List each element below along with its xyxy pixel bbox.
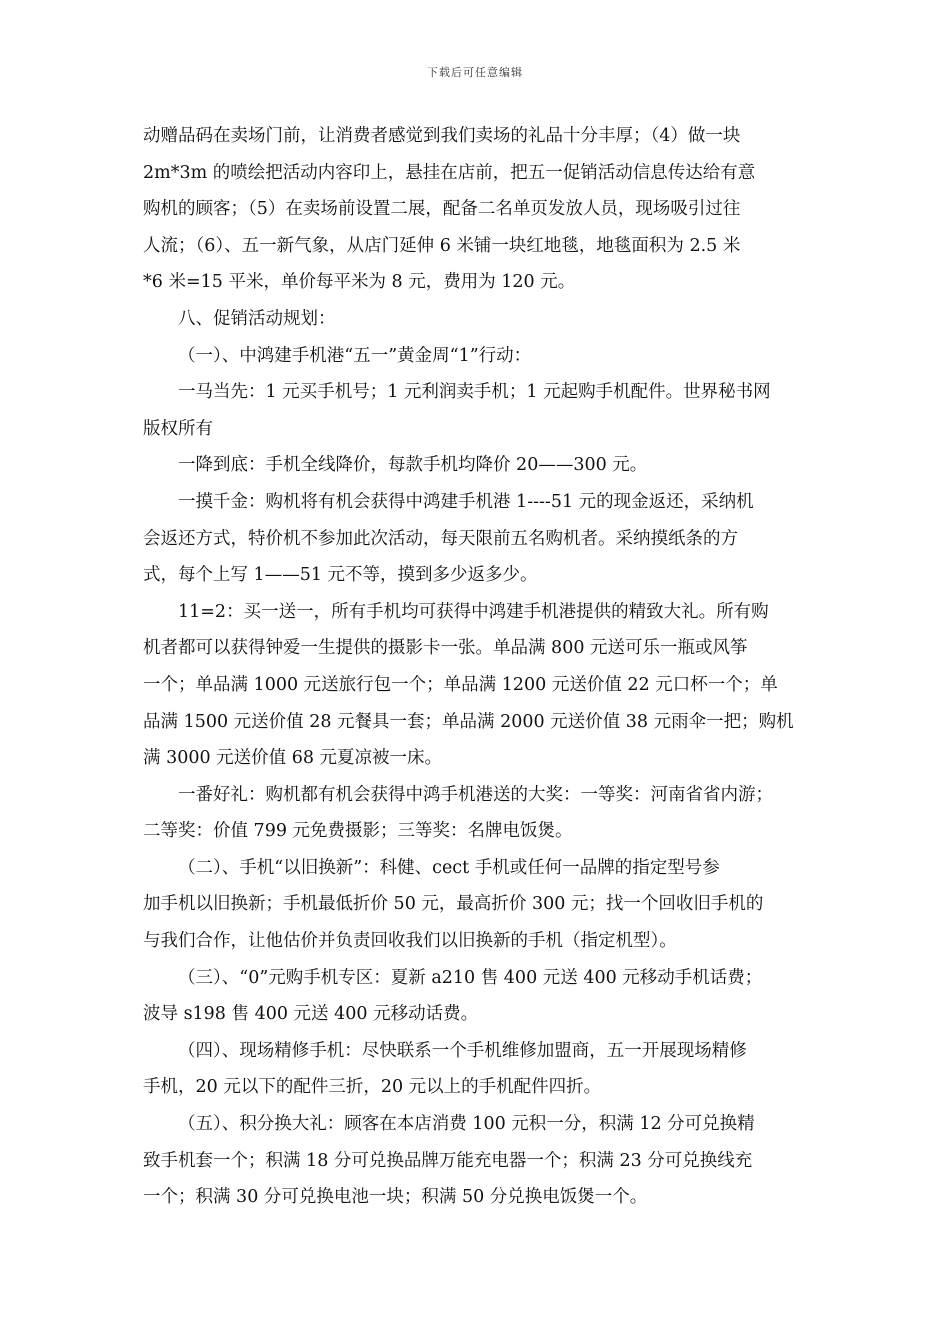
text-line: （四）、现场精修手机：尽快联系一个手机维修加盟商，五一开展现场精修 (178, 1040, 747, 1061)
text-line: （三）、“0”元购手机专区：夏新 a210 售 400 元送 400 元移动手机话费； (178, 967, 763, 988)
text-line: 版权所有 (143, 418, 213, 439)
text-line: 式，每个上写 1——51 元不等，摸到多少返多少。 (143, 565, 538, 586)
page-header: 下载后可任意编辑 (427, 66, 523, 79)
text-line: 会返还方式，特价机不参加此次活动，每天限前五名购机者。采纳摸纸条的方 (143, 528, 738, 549)
text-line: （五）、积分换大礼：顾客在本店消费 100 元积一分，积满 12 分可兑换精 (178, 1114, 755, 1135)
text-line: 致手机套一个；积满 18 分可兑换品牌万能充电器一个；积满 23 分可兑换线充 (143, 1150, 753, 1171)
text-line: 人流；（6）、五一新气象，从店门延伸 6 米铺一块红地毯，地毯面积为 2.5 米 (143, 235, 741, 256)
text-line: （二）、手机“以旧换新”：科健、cect 手机或任何一品牌的指定型号参 (178, 857, 720, 878)
text-line: （一）、中鸿建手机港“五一”黄金周“1”行动： (178, 345, 532, 366)
text-line: 一个；单品满 1000 元送旅行包一个；单品满 1200 元送价值 22 元口杯一个；单 (143, 674, 778, 695)
text-line: 机者都可以获得钟爱一生提供的摄影卡一张。单品满 800 元送可乐一瓶或风筝 (143, 638, 748, 659)
text-line: 八、促销活动规划： (178, 308, 336, 329)
text-line: 一个；积满 30 分可兑换电池一块；积满 50 分兑换电饭煲一个。 (143, 1187, 648, 1208)
text-line: 手机，20 元以下的配件三折，20 元以上的手机配件四折。 (143, 1077, 602, 1098)
text-line: 加手机以旧换新；手机最低折价 50 元，最高折价 300 元；找一个回收旧手机的 (143, 894, 764, 915)
text-line: 满 3000 元送价值 68 元夏凉被一床。 (143, 748, 443, 769)
text-line: 一马当先：1 元买手机号；1 元利润卖手机；1 元起购手机配件。世界秘书网 (178, 382, 771, 403)
text-line: 波导 s198 售 400 元送 400 元移动话费。 (143, 1004, 479, 1025)
text-line: 一番好礼：购机都有机会获得中鸿手机港送的大奖：一等奖：河南省省内游； (178, 784, 773, 805)
text-line: 品满 1500 元送价值 28 元餐具一套；单品满 2000 元送价值 38 元雨伞一把；购机 (143, 711, 794, 732)
text-line: 一降到底：手机全线降价，每款手机均降价 20——300 元。 (178, 455, 648, 476)
document-body (143, 118, 809, 1216)
text-line: *6 米=15 平米，单价每平米为 8 元，费用为 120 元。 (143, 272, 576, 293)
text-line: 动赠品码在卖场门前，让消费者感觉到我们卖场的礼品十分丰厚；（4）做一块 (143, 126, 741, 146)
text-line: 2m*3m 的喷绘把活动内容印上，悬挂在店前，把五一促销活动信息传达给有意 (143, 162, 756, 183)
text-line: 二等奖：价值 799 元免费摄影；三等奖：名牌电饭煲。 (143, 821, 573, 842)
text-line: 11=2：买一送一，所有手机均可获得中鸿建手机港提供的精致大礼。所有购 (178, 601, 769, 622)
text-line: 购机的顾客；（5）在卖场前设置二展，配备二名单页发放人员，现场吸引过往 (143, 199, 741, 220)
text-line: 与我们合作，让他估价并负责回收我们以旧换新的手机（指定机型）。 (143, 931, 677, 952)
text-line: 一摸千金：购机将有机会获得中鸿建手机港 1----51 元的现金返还，采纳机 (178, 491, 754, 512)
